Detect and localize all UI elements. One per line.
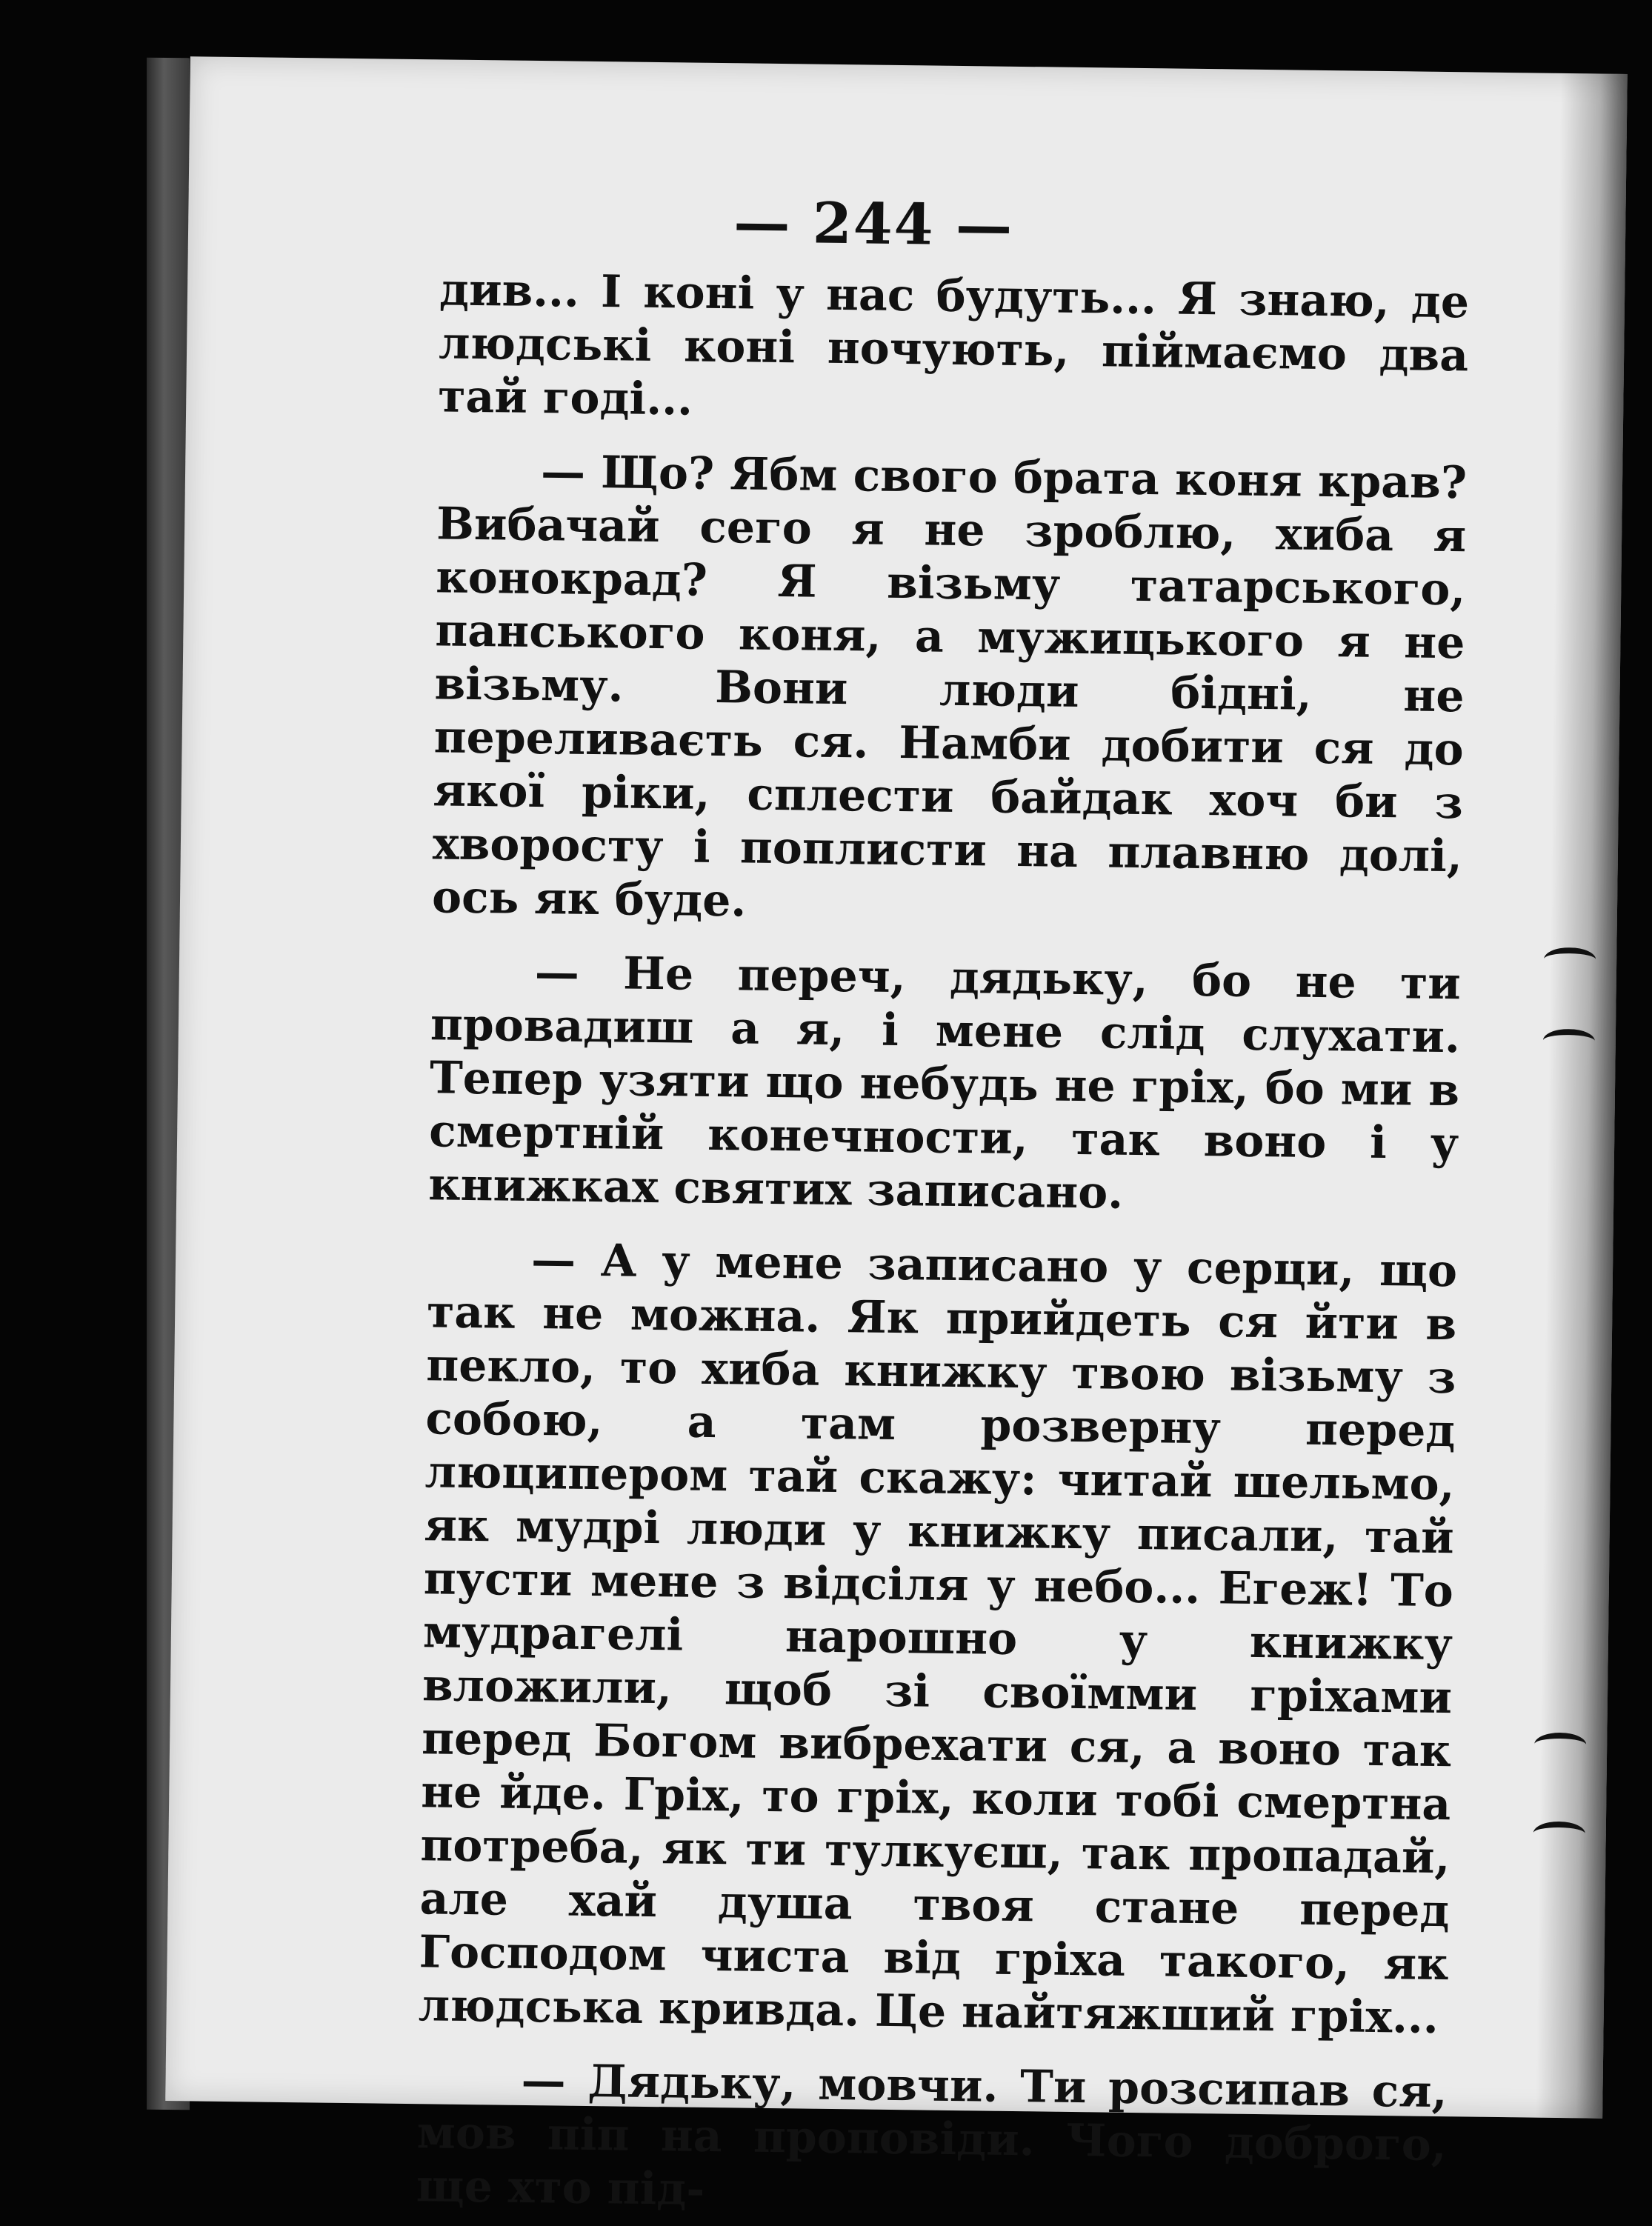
paragraph: — Що? Ябм свого брата коня крав? Вибачай сего я не зроблю, хиба я конокрад? Я візьму татарського, панського коня, а мужицького я не візьму. Вони люди бідні, не переливаєть ся. Намби добити ся до якої ріки, сплести байдак хоч би з хворосту і поплисти на плавню долі, ось як буде.	[431, 446, 1468, 927]
binding-thread	[1543, 1029, 1595, 1053]
binding-thread	[1533, 1822, 1585, 1846]
paragraph: — Дядьку, мовчи. Ти розсипав ся, мов піп на проповіди. Чого доброго, ще хто під-	[416, 2054, 1448, 2216]
book-page	[165, 56, 1628, 2216]
paragraph: — Не переч, дядьку, бо не ти провадиш а я, і мене слід слухати. Тепер узяти що небудь не гріх, бо ми в смертній конечности, так воно і у книжках святих записано.	[427, 947, 1462, 1219]
binding-thread	[1534, 1733, 1586, 1757]
paragraph: див... І коні у нас будуть... Я знаю, де людські коні ночують, піймаємо два тай годі...	[437, 264, 1470, 426]
page-gutter-shadow	[1536, 73, 1628, 2119]
page-number: — 244 —	[733, 189, 1014, 259]
paragraph: — А у мене записано у серци, що так не можна. Як прийдеть ся йти в пекло, то хиба книжку твою візьму з собою, а там розверну перед люципером тай скажу: читай шельмо, як мудрі люди у книжку писали, тай пусти мене з відсіля у небо... Егеж! То мудрагелі нарошно у книжку вложили, щоб зі своїмми гріхами перед Богом вибрехати ся, а воно так не йде. Гріх, то гріх, коли тобі смертна потреба, як ти тулкуєш, так пропадай, але хай душа твоя стане перед Господом чиста від гріха такого, як людська кривда. Це найтяжший гріх...	[418, 1233, 1458, 2045]
body-text	[416, 263, 1469, 2226]
binding-thread	[1544, 947, 1596, 972]
